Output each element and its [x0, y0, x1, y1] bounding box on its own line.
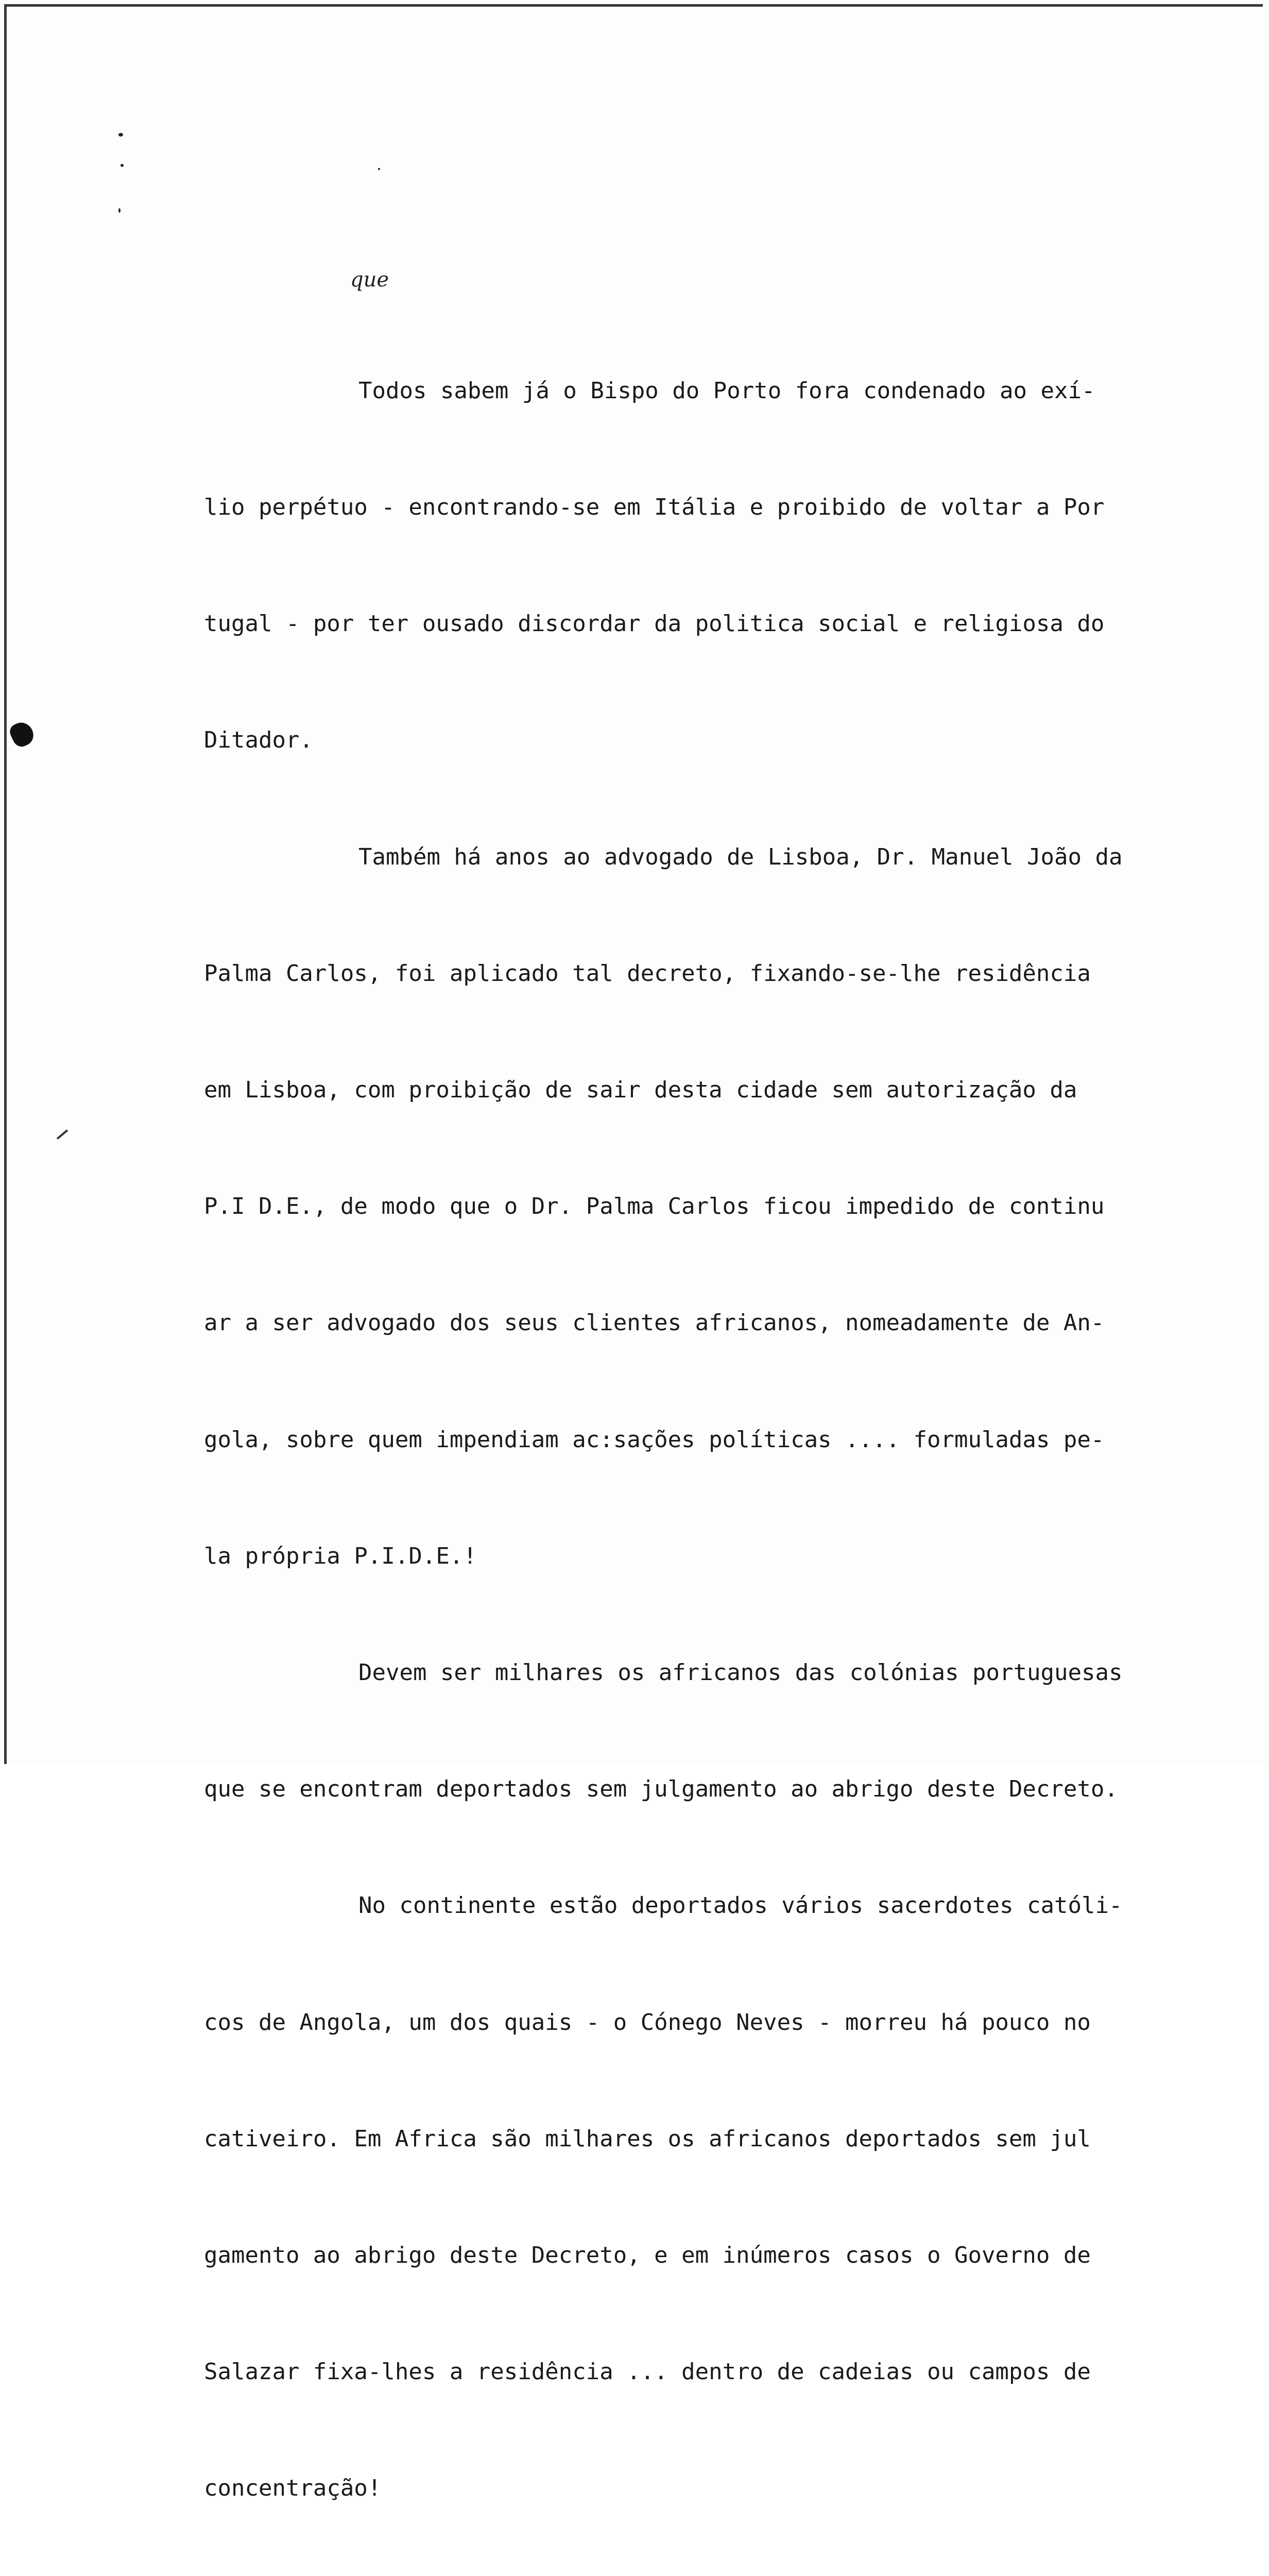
text-line: Palma Carlos, foi aplicado tal decreto, fixando-se-lhe residência [204, 960, 1091, 987]
text-line: Salazar fixa-lhes a residência ... dentro de cadeias ou campos de [204, 2359, 1091, 2385]
text-line: Todos sabem já o Bispo do Porto fora condenado ao exí- [358, 377, 1095, 404]
text-line: ar a ser advogado dos seus clientes africanos, nomeadamente de An- [204, 1310, 1105, 1336]
text-line: em Lisboa, com proibição de sair desta cidade sem autorização da [204, 1077, 1077, 1104]
text-line: lio perpétuo - encontrando-se em Itália e proibido de voltar a Por [204, 494, 1105, 521]
margin-speck [118, 208, 121, 213]
text-line: Devem ser milhares os africanos das colónias portuguesas [358, 1659, 1123, 1686]
text-line: Também há anos ao advogado de Lisboa, Dr. Manuel João da [358, 843, 1123, 870]
text-line: concentração! [204, 2475, 382, 2502]
margin-speck [378, 168, 380, 170]
text-line: P.I D.E., de modo que o Dr. Palma Carlos ficou impedido de continu [204, 1193, 1105, 1220]
text-line: cos de Angola, um dos quais - o Cónego Neves - morreu há pouco no [204, 2009, 1091, 2036]
margin-speck [121, 164, 124, 167]
ink-blot [7, 719, 37, 749]
margin-speck [118, 133, 123, 137]
text-line: tugal - por ter ousado discordar da politica social e religiosa do [204, 611, 1105, 637]
handwritten-insertion: que [350, 268, 389, 292]
page-left-edge [4, 4, 7, 1764]
text-line: que se encontram deportados sem julgamento ao abrigo deste Decreto. [204, 1776, 1118, 1803]
text-line: gamento ao abrigo deste Decreto, e em inúmeros casos o Governo de [204, 2242, 1091, 2269]
body-text [204, 294, 1224, 2576]
text-line: No continente estão deportados vários sacerdotes católi- [358, 1892, 1123, 1919]
text-line: cativeiro. Em Africa são milhares os africanos deportados sem jul [204, 2125, 1091, 2152]
text-line: Ditador. [204, 727, 313, 754]
text-line: la própria P.I.D.E.! [204, 1543, 477, 1569]
page-top-edge [6, 4, 1263, 7]
text-line: gola, sobre quem impendiam ac:sações políticas .... formuladas pe- [204, 1426, 1105, 1453]
margin-mark [57, 1129, 68, 1140]
